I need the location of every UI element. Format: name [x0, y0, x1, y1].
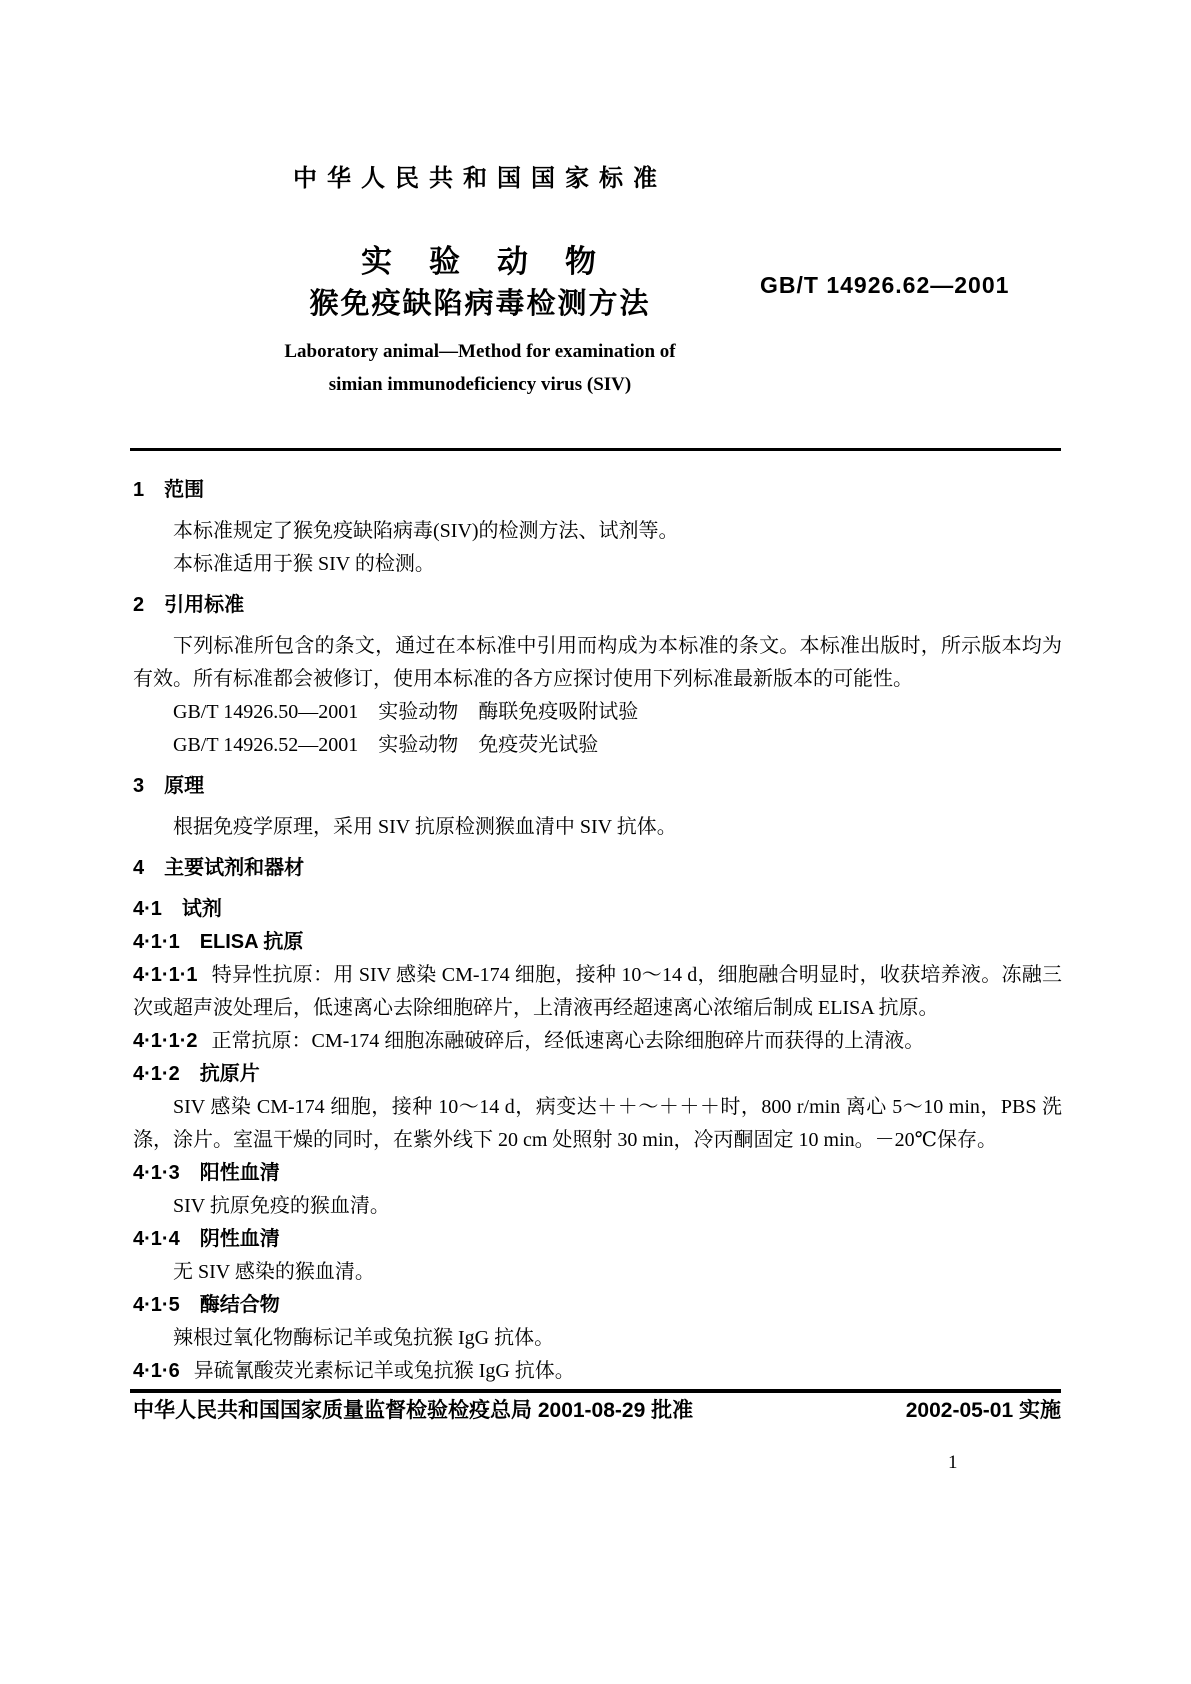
paragraph: 本标准适用于猴 SIV 的检测。 [173, 553, 435, 575]
clause-paragraph [133, 1025, 1062, 1058]
paragraph: 辣根过氧化物酶标记羊或兔抗猴 IgG 抗体。 [173, 1327, 555, 1349]
clause-text: 异硫氰酸荧光素标记羊或兔抗猴 IgG 抗体。 [193, 1360, 575, 1382]
clause-text: 特异性抗原：用 SIV 感染 CM-174 细胞，接种 10～14 d，细胞融合明显时，收获培养液。冻融三次或超声波处理后，低速离心去除细胞碎片，上清液再经超速离心浓缩后制成 ELISA 抗原。 [133, 964, 1062, 1019]
section-heading-reagents: 4 主要试剂和器材 [133, 857, 305, 879]
section-heading-references: 2 引用标准 [133, 594, 245, 616]
reference-item: GB/T 14926.52—2001 实验动物 免疫荧光试验 [173, 734, 599, 756]
clause-paragraph [133, 1355, 1062, 1388]
standard-number: GB/T 14926.62—2001 [760, 272, 1010, 298]
page-number: 1 [948, 1452, 958, 1473]
paragraph: 本标准规定了猴免疫缺陷病毒(SIV)的检测方法、试剂等。 [173, 520, 679, 542]
clause-heading: 4·1·4 阴性血清 [133, 1228, 280, 1250]
paragraph: 无 SIV 感染的猴血清。 [173, 1261, 375, 1283]
header-divider [130, 448, 1061, 451]
clause-heading: 4·1·1 ELISA 抗原 [133, 931, 304, 953]
clause-paragraph [133, 959, 1062, 1025]
document-title-line1: 实 验 动 物 [361, 244, 599, 279]
section-heading-principle: 3 原理 [133, 775, 205, 797]
footer-divider [130, 1389, 1061, 1393]
document-body [133, 474, 1062, 1388]
english-title-line2: simian immunodeficiency virus (SIV) [328, 374, 632, 395]
clause-heading: 4·1·5 酶结合物 [133, 1294, 280, 1316]
reference-item: GB/T 14926.50—2001 实验动物 酶联免疫吸附试验 [173, 701, 639, 723]
clause-heading: 4·1·3 阳性血清 [133, 1162, 280, 1184]
clause-text: 正常抗原：CM-174 细胞冻融破碎后，经低速离心去除细胞碎片而获得的上清液。 [211, 1030, 925, 1052]
document-footer [133, 1398, 1061, 1424]
clause-number: 4·1·1·2 [133, 1030, 198, 1052]
clause-number: 4·1·6 [133, 1360, 180, 1382]
clause-heading: 4·1 试剂 [133, 898, 222, 920]
implementation-text: 2002-05-01 实施 [905, 1399, 1061, 1422]
paragraph: SIV 抗原免疫的猴血清。 [173, 1195, 390, 1217]
document-title-line2: 猴免疫缺陷病毒检测方法 [309, 288, 651, 320]
paragraph: 根据免疫学原理，采用 SIV 抗原检测猴血清中 SIV 抗体。 [173, 816, 677, 838]
paragraph: 下列标准所包含的条文，通过在本标准中引用而构成为本标准的条文。本标准出版时，所示版本均为有效。所有标准都会被修订，使用本标准的各方应探讨使用下列标准最新版本的可能性。 [133, 635, 1062, 690]
paragraph: SIV 感染 CM-174 细胞，接种 10～14 d，病变达＋＋～＋＋＋时，800 r/min 离心 5～10 min，PBS 洗涤，涂片。室温干燥的同时，在紫外线下 20 cm 处照射 30 min，冷丙酮固定 10 min。－20℃保存。 [133, 1096, 1062, 1151]
clause-number: 4·1·1·1 [133, 964, 198, 986]
clause-heading: 4·1·2 抗原片 [133, 1063, 260, 1085]
english-title-line1: Laboratory animal—Method for examination of [284, 341, 676, 362]
approval-text: 中华人民共和国国家质量监督检验检疫总局 2001-08-29 批准 [133, 1399, 694, 1422]
section-heading-scope: 1 范围 [133, 479, 205, 501]
standard-type-heading: 中华人民共和国国家标准 [293, 165, 667, 192]
